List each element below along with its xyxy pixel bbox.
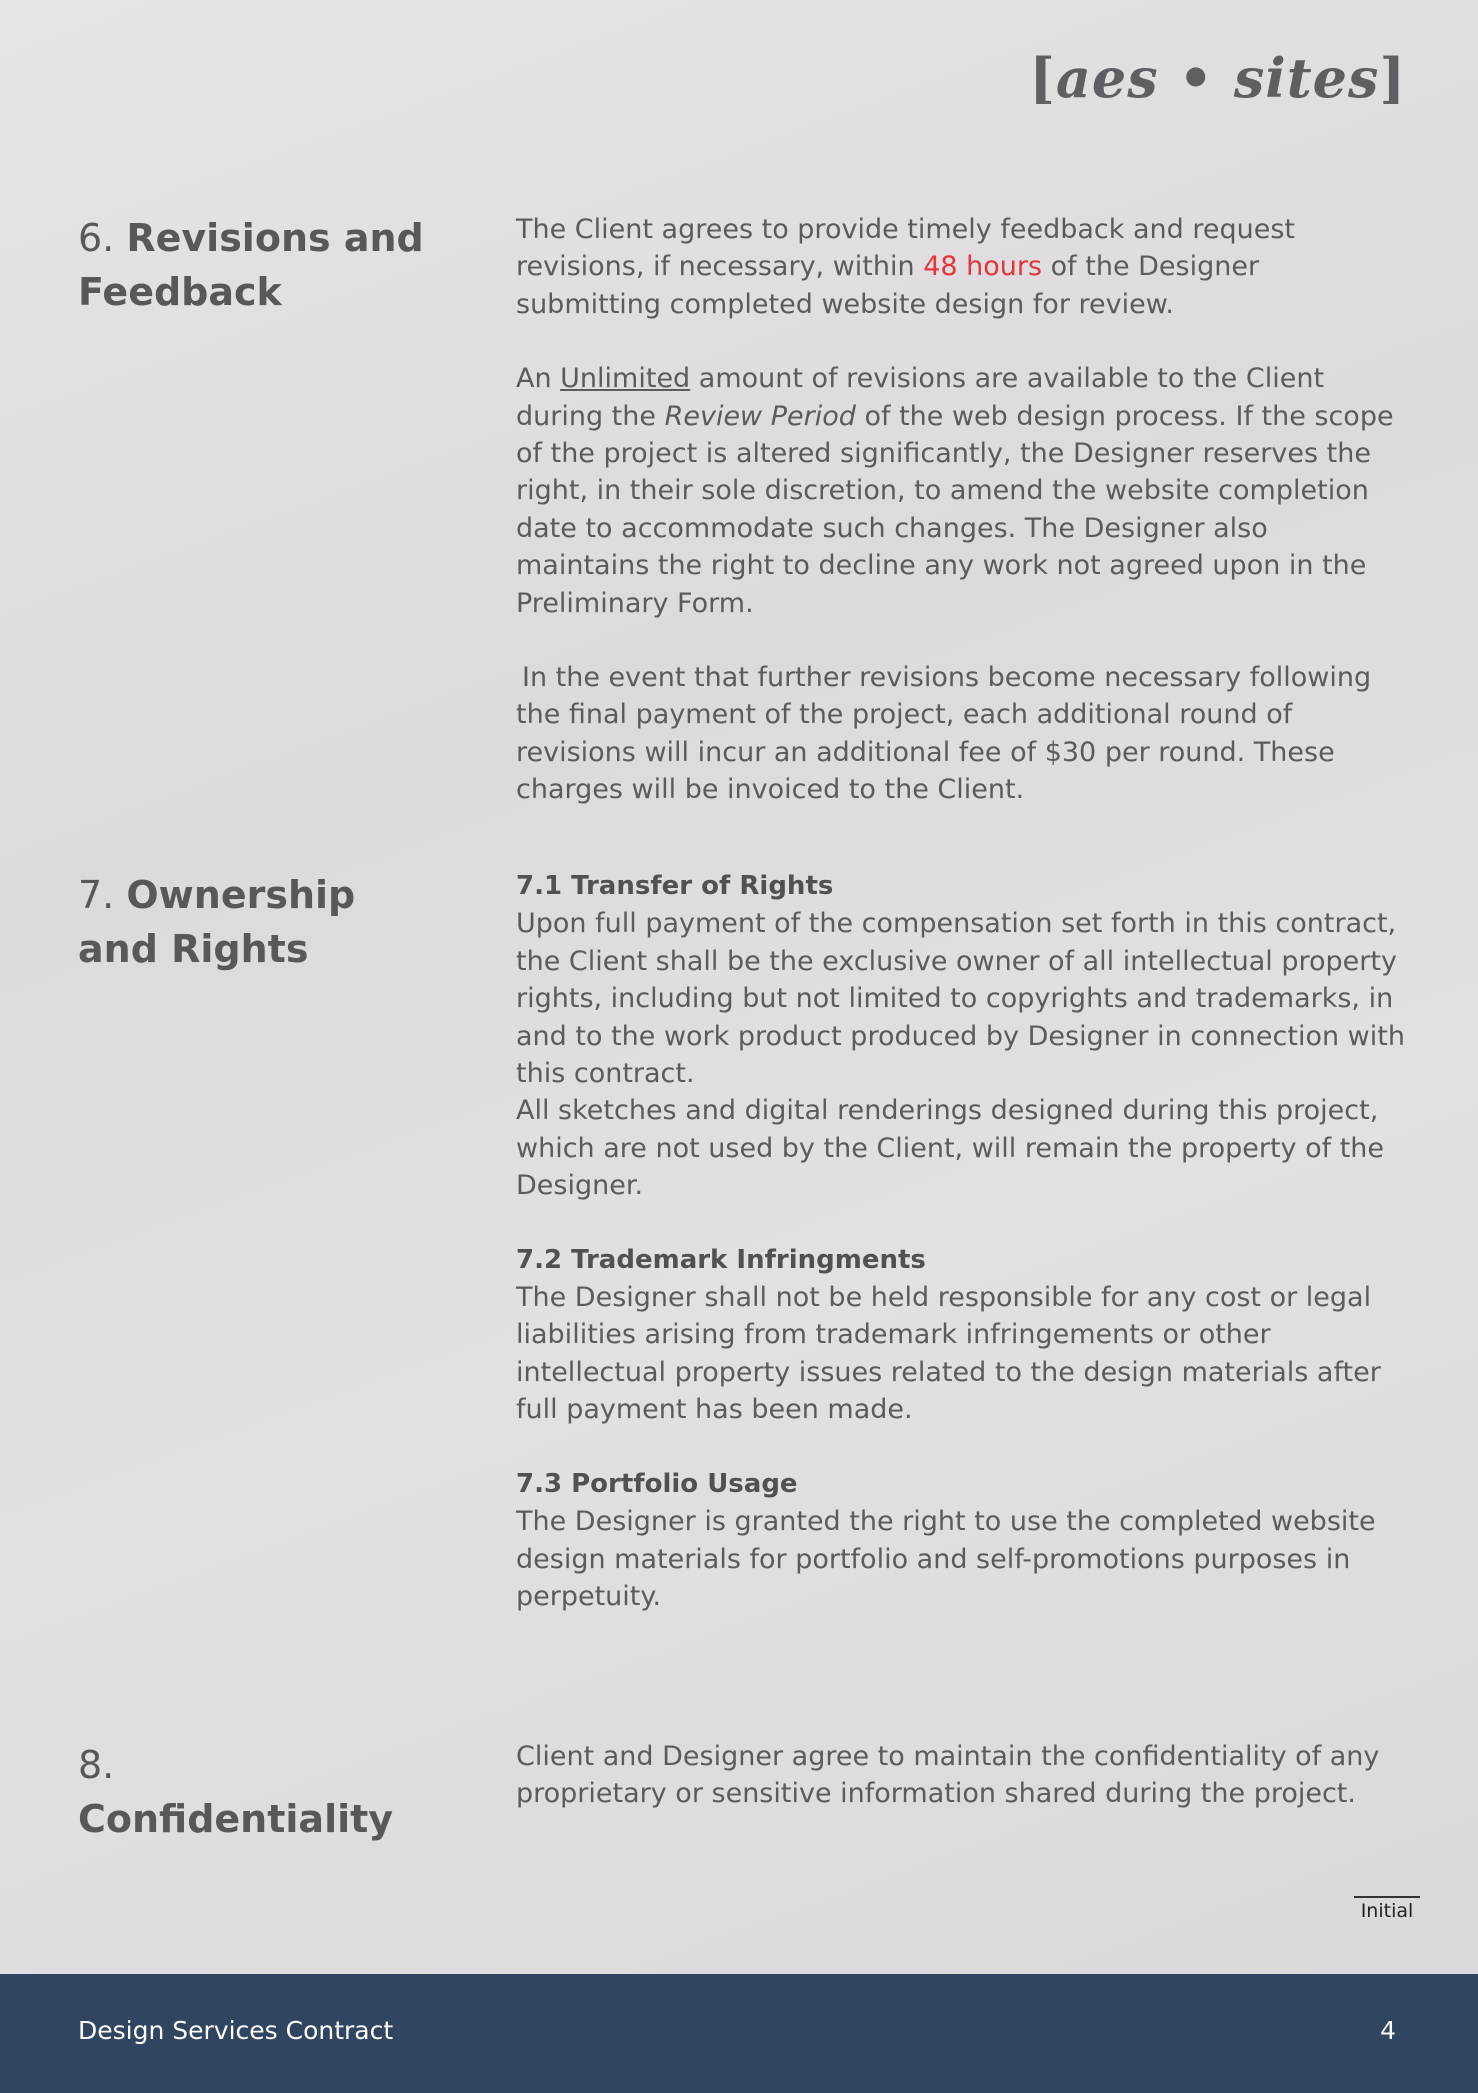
subsection-title: 7.1 Transfer of Rights bbox=[516, 871, 834, 901]
subsection-title: 7.2 Trademark Infringments bbox=[516, 1244, 926, 1275]
footer-document-title: Design Services Contract bbox=[78, 2016, 394, 2045]
page-footer bbox=[0, 1974, 1478, 2093]
section-heading: 6. Revisions and Feedback bbox=[78, 216, 424, 314]
paragraph: In the event that further revisions become necessary following the final payment of the project, each additional round of revisions will incur an additional fee of $30 per round. These charges will be invoiced to the Client. bbox=[516, 662, 1372, 806]
paragraph: The Client agrees to provide timely feedback and request revisions, if necessary, within 48 hours of the Designer submitting completed website design for review. bbox=[516, 214, 1295, 320]
deadline-highlight: 48 hours bbox=[923, 251, 1043, 283]
paragraph: The Designer is granted the right to use the completed website design materials for portfolio and self-promotions purposes in perpetuity. bbox=[516, 1506, 1376, 1612]
paragraph: An Unlimited amount of revisions are available to the Client during the Review Period of the web design process. If the scope of the project is altered significantly, the Designer reserves the right, in their sole discretion, to amend the website completion date to accommodate such changes. The Designer also maintains the right to decline any work not agreed upon in the Preliminary Form. bbox=[516, 363, 1394, 619]
paragraph: Upon full payment of the compensation set forth in this contract, the Client shall be the exclusive owner of all intellectual property rights, including but not limited to copyrights and trademarks, in and to the work product produced by Designer in connection with this contract. bbox=[516, 908, 1405, 1090]
brand-logo: [aes • sites] bbox=[1029, 46, 1406, 110]
paragraph: Client and Designer agree to maintain the confidentiality of any proprietary or sensitive information shared during the project. bbox=[516, 1741, 1380, 1810]
section-heading: 7. Ownership and Rights bbox=[78, 873, 356, 971]
subsection-title: 7.3 Portfolio Usage bbox=[516, 1468, 798, 1499]
section-body bbox=[516, 1738, 1408, 1813]
page-number: 4 bbox=[1380, 2016, 1396, 2045]
paragraph: The Designer shall not be held responsible for any cost or legal liabilities arising from trademark infringements or other intellectual property issues related to the design materials after full payment has been made. bbox=[516, 1282, 1381, 1426]
section-body bbox=[516, 211, 1408, 809]
section-body bbox=[516, 868, 1408, 1615]
paragraph: All sketches and digital renderings designed during this project, which are not used by the Client, will remain the property of the Designer. bbox=[516, 1095, 1385, 1202]
section-heading: 8. Confidentiality bbox=[78, 1743, 394, 1841]
initial-signature-line[interactable]: Initial bbox=[1354, 1896, 1420, 1922]
